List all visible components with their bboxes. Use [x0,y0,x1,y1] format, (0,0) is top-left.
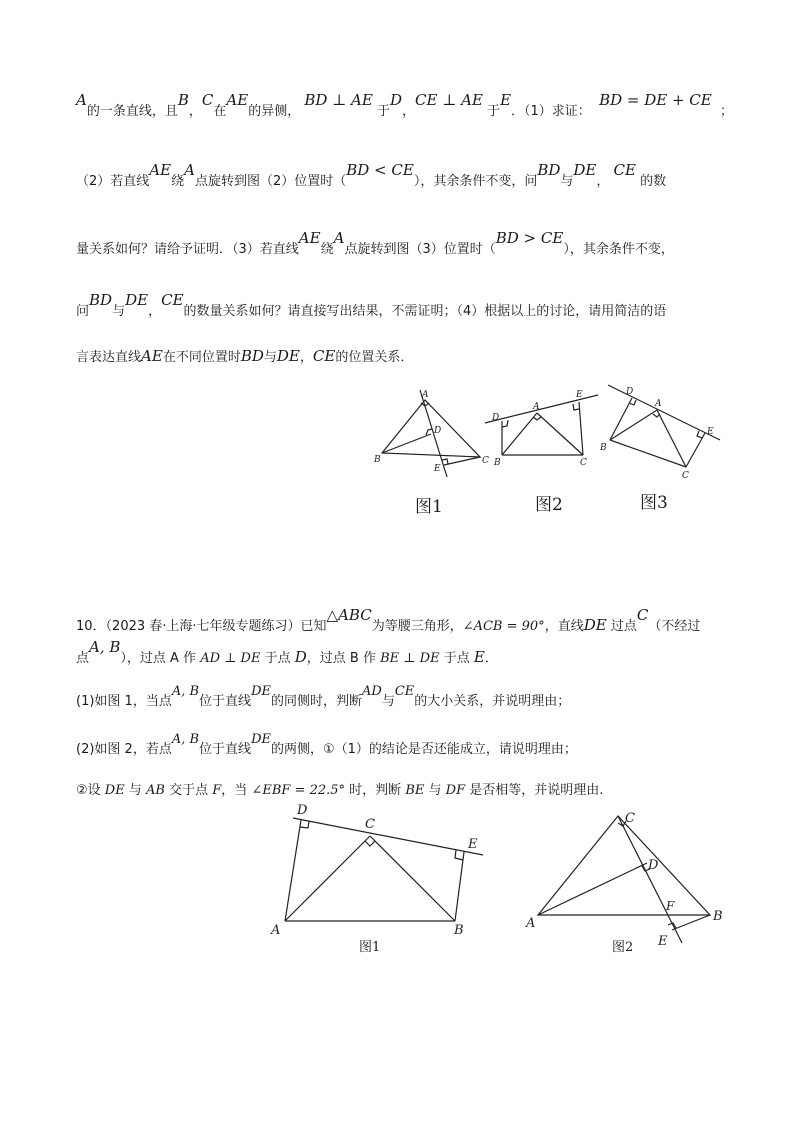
q10-fig2-label-a: A [526,916,536,931]
q9-figure-3 [598,380,728,485]
q9-fig3-label-a: A [655,399,662,409]
q10-fig1-label-c: C [365,817,375,832]
q10-fig1-line-de [293,818,483,855]
q9-line-4: 问BD与DE，CE的数量关系如何？请直接写出结果，不需证明；（4）根据以上的讨论，请用简洁的语 [76,291,667,319]
q9-caption-1: 图1 [415,497,443,517]
q10-fig2-label-d: D [648,858,659,873]
q9-fig2-right-angle-e [573,404,579,410]
q9-fig3-bd [610,398,632,440]
q10-fig2-line-de [618,816,682,943]
q9-fig1-label-b: B [374,455,381,465]
q10-caption-2: 图2 [612,940,634,955]
q9-fig3-label-b: B [600,443,607,453]
q10-fig1-ad [285,820,301,921]
q10-fig1-right-angle-c [365,841,375,846]
q10-fig1-right-angle-d [300,821,309,828]
q9-fig2-ac [537,413,583,455]
q9-fig3-right-angle-a [653,414,660,417]
q9-fig1-triangle [382,400,480,457]
q9-fig1-label-e: E [434,464,441,474]
q10-line-4: (2)如图 2，若点A, B位于直线DE的两侧，①（1）的结论是否还能成立，请说明理由； [76,732,577,757]
q10-fig2-be [672,915,710,930]
q9-fig2-label-a: A [533,402,540,412]
q9-fig3-label-e: E [707,427,714,437]
q10-line-2: 点A, B），过点 A 作 AD ⊥ DE 于点 D，过点 B 作 BE ⊥ DE 于点 E． [76,638,498,666]
q10-fig2-ad [538,863,647,915]
q10-fig2-right-angle-e [668,923,676,928]
q9-fig2-label-e: E [576,390,583,400]
q9-fig2-label-b: B [494,458,501,468]
q10-fig1-label-a: A [271,923,281,938]
q9-fig3-label-d: D [626,387,634,397]
q10-fig2-label-e: E [658,934,668,949]
q10-caption-1: 图1 [359,940,381,955]
q9-fig2-label-c: C [580,458,587,468]
q9-fig1-ce [444,457,480,465]
q10-fig1-be [455,852,464,921]
q9-fig1-label-c: C [482,456,489,466]
q10-line-1: 10．（2023 春·上海·七年级专题练习）已知△ABC为等腰三角形，∠ACB = 90°，直线DE 过点C（不经过 [76,606,701,634]
q10-fig1-bc [370,836,455,921]
q10-fig1-ac [285,836,370,921]
q10-fig1-label-e: E [468,837,478,852]
q9-fig1-label-a: A [422,390,429,400]
q10-figure-2 [520,808,730,948]
q10-line-5: ②设 DE 与 AB 交于点 F，当 ∠EBF = 22.5° 时，判断 BE 与 DF 是否相等，并说明理由. [76,783,604,798]
q10-fig2-label-f: F [666,899,675,913]
q10-line-3: (1)如图 1，当点A, B位于直线DE的同侧时，判断AD与CE的大小关系，并说明理由； [76,684,571,709]
q9-fig3-ab [610,410,657,440]
q10-fig1-label-b: B [454,923,464,938]
q9-fig2-right-angle-d [502,420,508,427]
q10-fig1-right-angle-e [455,850,463,860]
q9-line-5: 言表达直线AE在不同位置时BD与DE，CE的位置关系． [76,347,414,365]
q9-fig3-ce [686,433,705,467]
q9-figure-2 [480,385,610,475]
q10-fig2-triangle [538,816,710,915]
q9-caption-2: 图2 [535,495,563,515]
q10-fig2-label-b: B [713,909,723,924]
q9-fig2-ab [502,413,537,455]
q9-fig2-label-d: D [492,413,500,423]
q9-line-3: 量关系如何？请给予证明．（3）若直线AE绕A点旋转到图（3）位置时（BD > CE），其余条件不变， [76,229,674,257]
q10-figure-1 [265,800,495,940]
q9-fig2-ce [579,402,583,455]
q9-fig1-label-d: D [434,426,442,436]
q9-fig3-right-angle-e [697,431,702,438]
q10-fig2-label-c: C [625,811,635,826]
q9-line-2: （2）若直线AE绕A点旋转到图（2）位置时（BD < CE），其余条件不变，问BD与DE， CE 的数 [76,161,667,189]
q10-fig1-label-d: D [297,803,308,818]
q9-fig1-right-angle-d [426,429,432,435]
q9-fig3-label-c: C [682,471,689,481]
q9-caption-3: 图3 [640,493,668,513]
q9-line-1: A的一条直线，且B，C在AE的异侧， BD ⊥ AE 于D，CE ⊥ AE 于E．（1）求证： BD = DE + CE ； [76,91,734,119]
q9-fig2-right-angle-a [533,417,541,420]
